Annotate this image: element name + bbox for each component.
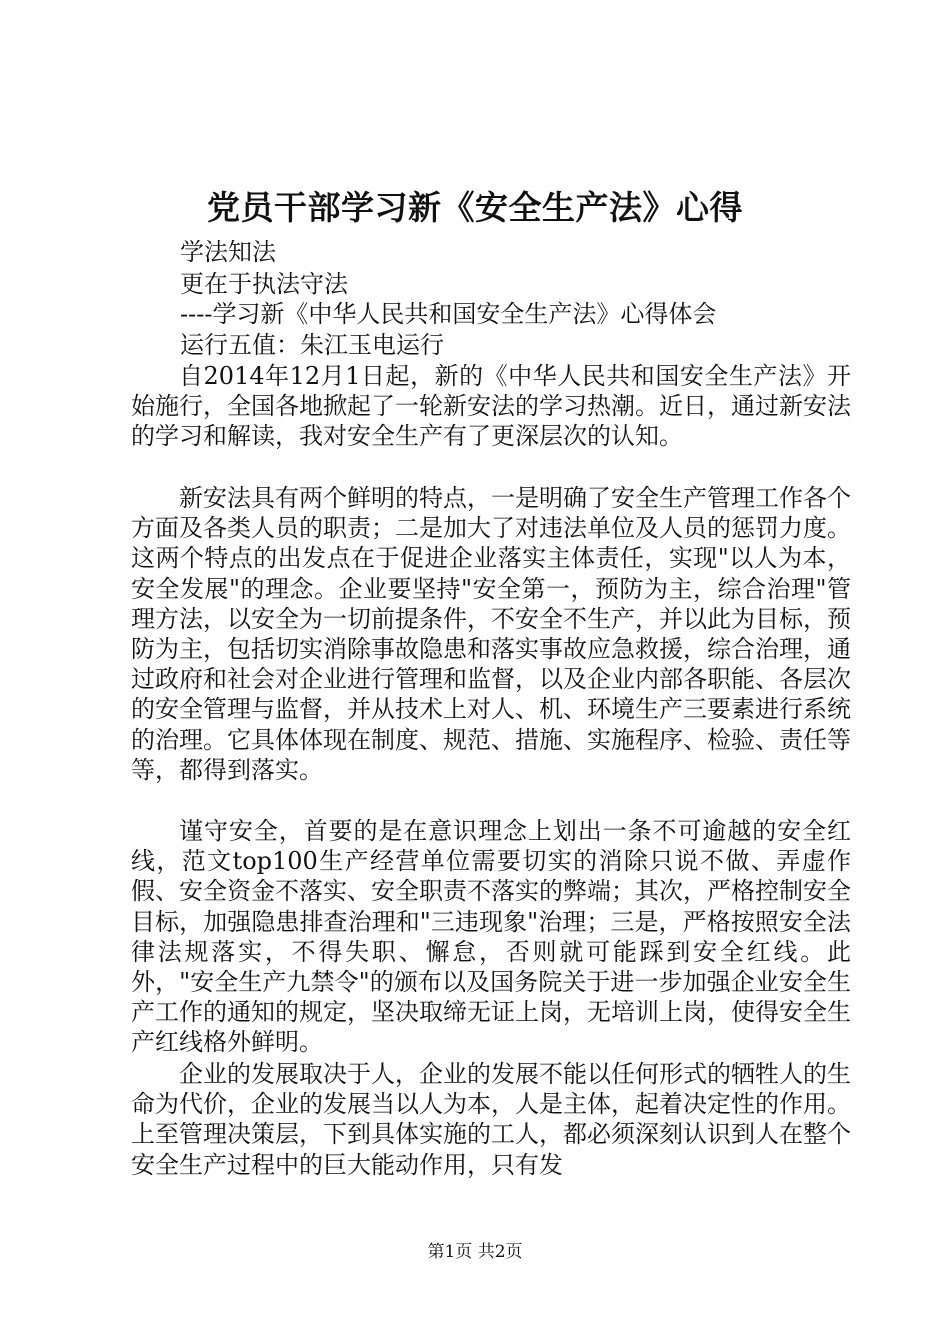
subtitle-line-2: 更在于执法守法 [180, 270, 348, 298]
paragraph-safety-redline: 谨守安全，首要的是在意识理念上划出一条不可逾越的安全红线，范文top100生产经营单位需要切实的消除只说不做、弄虚作假、安全资金不落实、安全职责不落实的弊端；其次，严格控制安全目标，加强隐患排查治理和"三违现象"治理；三是，严格按照安全法律法规落实，不得失职、懈怠，否则就可能踩到安全红线。此外，"安全生产九禁令"的颁布以及国务院关于进一步加强企业安全生产工作的通知的规定，坚决取缔无证上岗，无培训上岗，使得安全生产红线格外鲜明。 [131, 817, 851, 1057]
page-footer: 第1页 共2页 [427, 1242, 523, 1262]
subtitle-line-3: ----学习新《中华人民共和国安全生产法》心得体会 [180, 300, 717, 328]
document-title: 党员干部学习新《安全生产法》心得 [207, 188, 743, 227]
subtitle-line-1: 学法知法 [180, 238, 276, 266]
paragraph-intro: 自2014年12月1日起，新的《中华人民共和国安全生产法》开始施行，全国各地掀起了一轮新安法的学习热潮。近日，通过新安法的学习和解读，我对安全生产有了更深层次的认知。 [131, 362, 851, 451]
paragraph-features: 新安法具有两个鲜明的特点，一是明确了安全生产管理工作各个方面及各类人员的职责；二是加大了对违法单位及人员的惩罚力度。这两个特点的出发点在于促进企业落实主体责任，实现"以人为本，安全发展"的理念。企业要坚持"安全第一，预防为主，综合治理"管理方法，以安全为一切前提条件，不安全不生产，并以此为目标，预防为主，包括切实消除事故隐患和落实事故应急救援，综合治理，通过政府和社会对企业进行管理和监督，以及企业内部各职能、各层次的安全管理与监督，并从技术上对人、机、环境生产三要素进行系统的治理。它具体体现在制度、规范、措施、实施程序、检验、责任等等，都得到落实。 [131, 484, 851, 784]
author-line: 运行五值：朱江玉电运行 [180, 331, 444, 359]
paragraph-people: 企业的发展取决于人，企业的发展不能以任何形式的牺牲人的生命为代价，企业的发展当以人为本，人是主体，起着决定性的作用。上至管理决策层，下到具体实施的工人，都必须深刻认识到人在整个安全生产过程中的巨大能动作用，只有发 [131, 1060, 851, 1179]
